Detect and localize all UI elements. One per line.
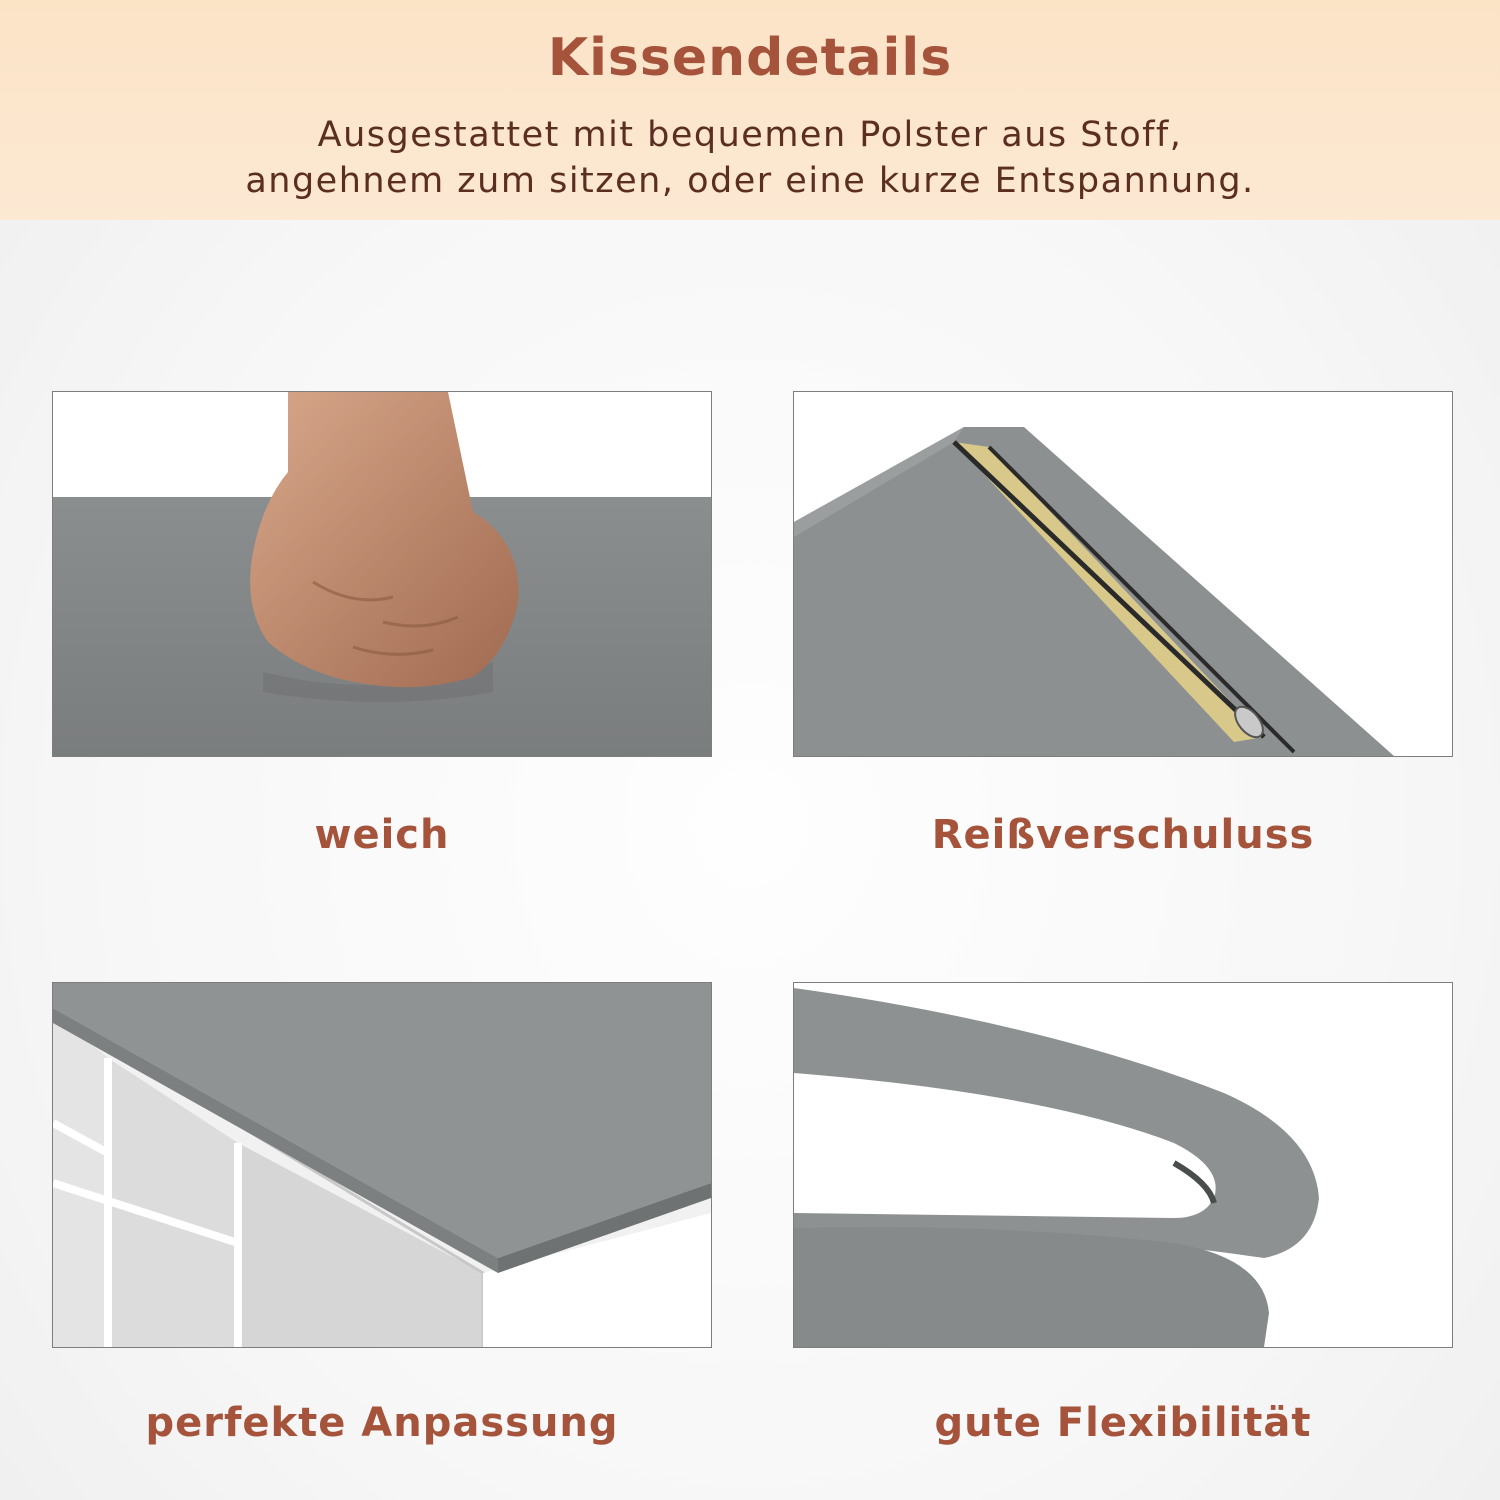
photo-cushion-zipper-corner (793, 391, 1453, 757)
photo-fist-pressing-cushion (52, 391, 712, 757)
subtitle-line-1: Ausgestattet mit bequemen Polster aus Stoff, (317, 115, 1183, 155)
caption-gute-flexibilitaet: gute Flexibilität (934, 1400, 1312, 1446)
page-title: Kissendetails (547, 28, 953, 88)
photo-cushion-folded (793, 982, 1453, 1348)
caption-reissverschluss: Reißverschuluss (931, 812, 1315, 858)
caption-weich: weich (314, 812, 450, 858)
subtitle-line-2: angehnem zum sitzen, oder eine kurze Entspannung. (245, 161, 1255, 201)
caption-perfekte-anpassung: perfekte Anpassung (145, 1400, 619, 1446)
photo-cushion-on-shoe-bench (52, 982, 712, 1348)
page-subtitle (0, 112, 1500, 204)
